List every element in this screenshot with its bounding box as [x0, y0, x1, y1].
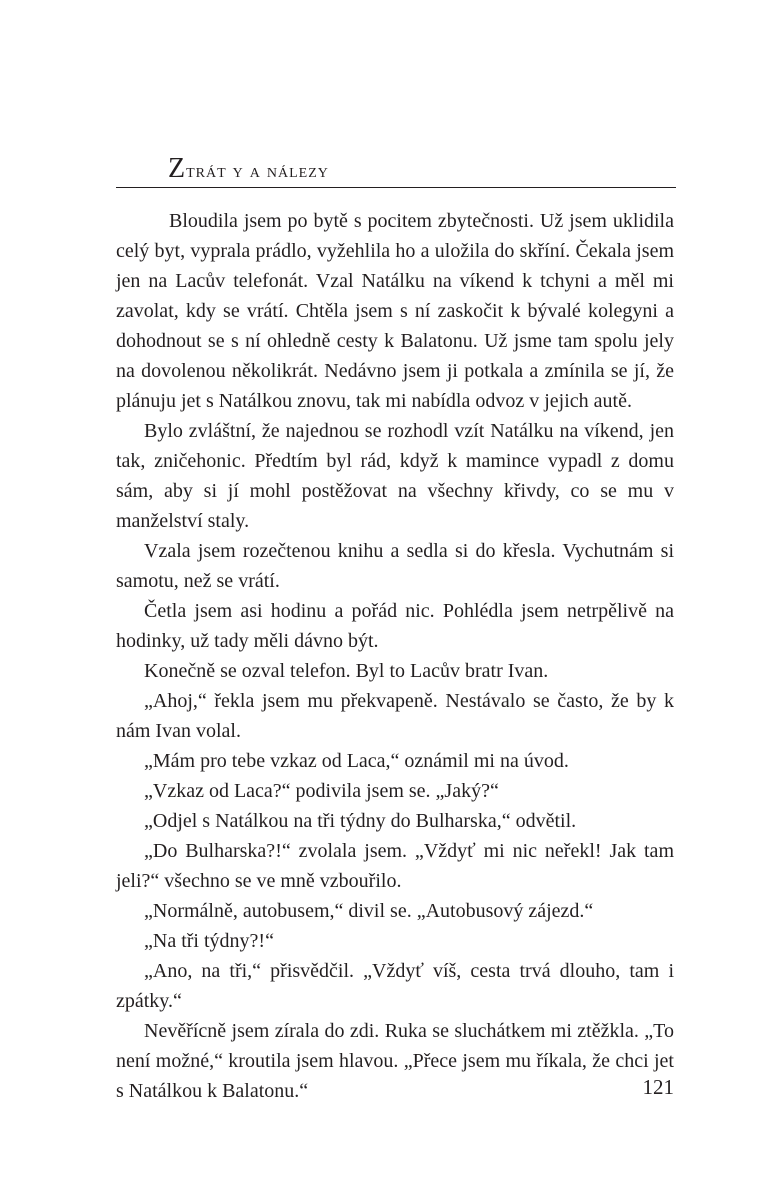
- chapter-title-rest: trát y a nálezy: [186, 160, 329, 182]
- paragraph: „Do Bulharska?!“ zvolala jsem. „Vždyť mi nic neřekl! Jak tam jeli?“ všechno se ve mně vzbouřilo.: [116, 840, 674, 892]
- paragraph: „Vzkaz od Laca?“ podivila jsem se. „Jaký?“: [144, 780, 499, 802]
- paragraph: Konečně se ozval telefon. Byl to Lacův bratr Ivan.: [144, 660, 549, 682]
- text-body: [116, 206, 674, 1106]
- paragraph: „Mám pro tebe vzkaz od Laca,“ oznámil mi na úvod.: [144, 750, 569, 772]
- page-number: 121: [642, 1075, 674, 1099]
- paragraph: „Normálně, autobusem,“ divil se. „Autobusový zájezd.“: [144, 900, 594, 922]
- paragraph: Nevěřícně jsem zírala do zdi. Ruka se sluchátkem mi ztěžkla. „To není možné,“ kroutila jsem hlavou. „Přece jsem mu říkala, že chci jet s Natálkou k Balatonu.“: [116, 1020, 674, 1102]
- paragraph: Bloudila jsem po bytě s pocitem zbytečnosti. Už jsem uklidila celý byt, vyprala prádlo, vyžehlila ho a uložila do skříní. Čekala jsem jen na Lacův telefonát. Vzal Natálku na víkend k tchyni a měl mi zavolat, kdy se vrátí. Chtěla jsem s ní zaskočit k bývalé kolegyni a dohodnout se s ní ohledně cesty k Balatonu. Už jsme tam spolu jely na dovolenou několikrát. Nedávno jsem ji potkala a zmínila se jí, že plánuju jet s Natálkou znovu, tak mi nabídla odvoz v jejich autě.: [116, 210, 674, 412]
- paragraph: „Ahoj,“ řekla jsem mu překvapeně. Nestávalo se často, že by k nám Ivan volal.: [116, 690, 674, 742]
- chapter-title: [168, 155, 329, 183]
- paragraph: Vzala jsem rozečtenou knihu a sedla si do křesla. Vychutnám si samotu, než se vrátí.: [116, 540, 674, 592]
- paragraph: „Ano, na tři,“ přisvědčil. „Vždyť víš, cesta trvá dlouho, tam i zpátky.“: [116, 960, 674, 1012]
- chapter-title-initial: Z: [168, 153, 187, 184]
- paragraph: „Na tři týdny?!“: [144, 930, 274, 952]
- paragraph: „Odjel s Natálkou na tři týdny do Bulharska,“ odvětil.: [144, 810, 577, 832]
- paragraph: Bylo zvláštní, že najednou se rozhodl vzít Natálku na víkend, jen tak, zničehonic. Předtím byl rád, když k mamince vypadl z domu sám, aby si jí mohl postěžovat na všechny křivdy, co se mu v manželství staly.: [116, 420, 674, 532]
- paragraph: Četla jsem asi hodinu a pořád nic. Pohlédla jsem netrpělivě na hodinky, už tady měli dávno být.: [116, 600, 674, 652]
- chapter-heading: [116, 150, 676, 188]
